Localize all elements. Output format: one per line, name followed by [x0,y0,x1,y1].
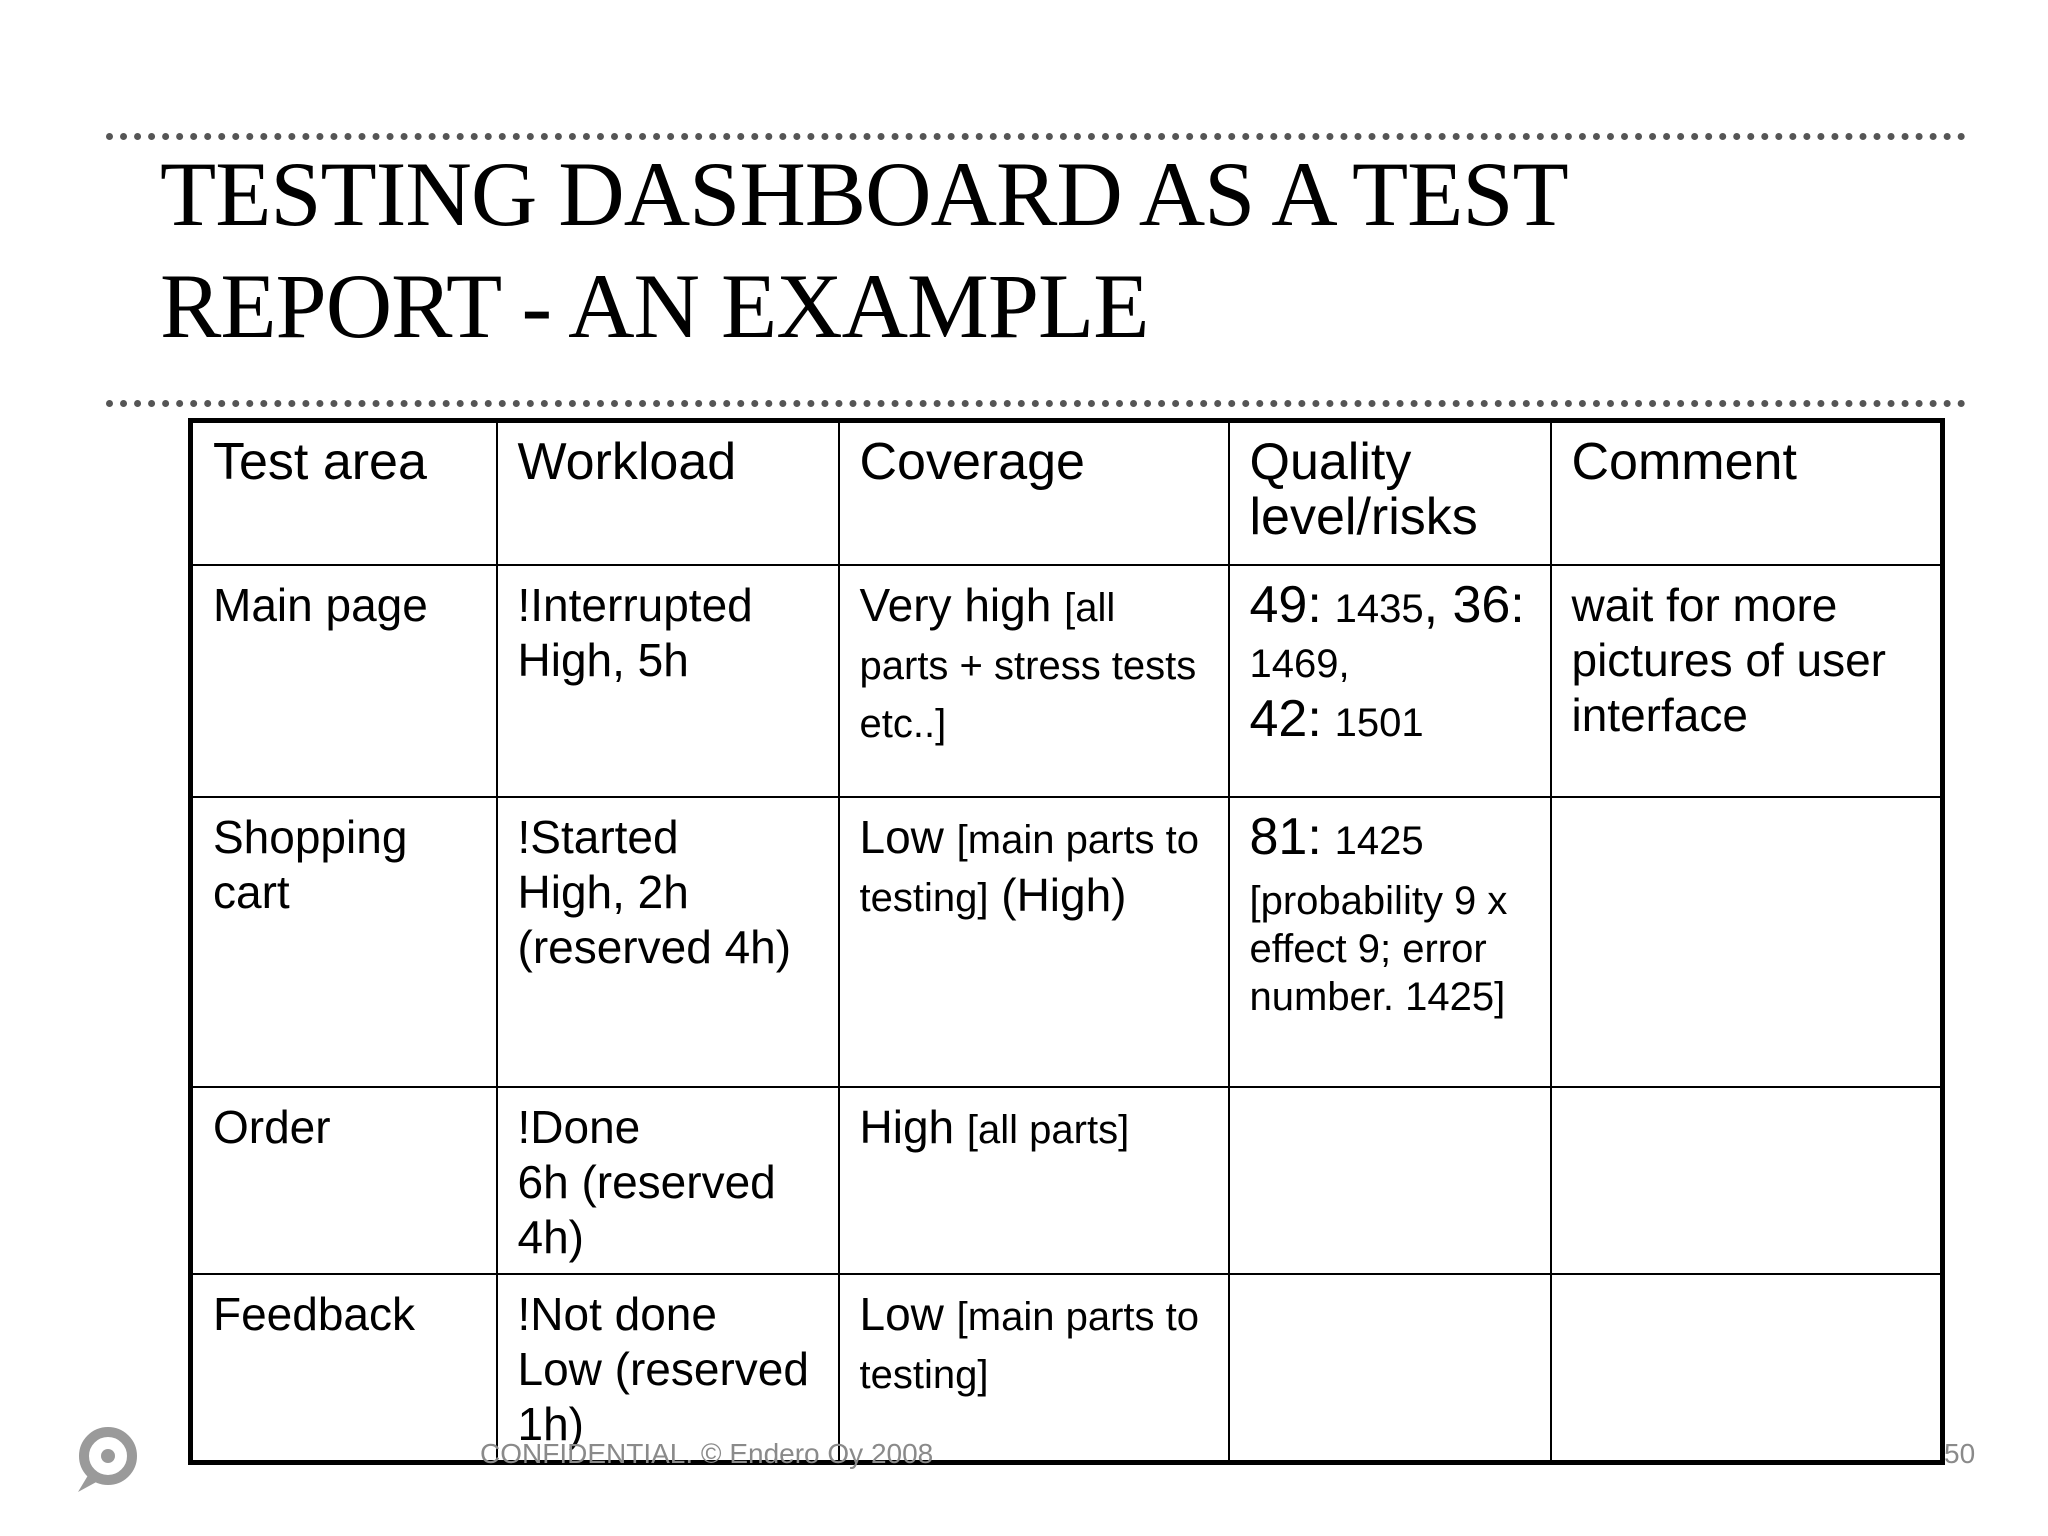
row-shopping-cart-quality: 81: 1425 [probability 9 x effect 9; error number. 1425] [1229,797,1551,1087]
row-order-comment [1551,1087,1943,1274]
row-shopping-cart-comment [1551,797,1943,1087]
footer-confidential-text: CONFIDENTIAL. © Endero Oy 2008 [480,1438,934,1469]
row-feedback-quality [1229,1274,1551,1463]
row-main-page-quality: 49: 1435, 36: 1469, 42: 1501 [1229,565,1551,797]
header-comment: Comment [1551,421,1943,565]
slide-title [160,138,1568,362]
table-row [191,1087,1943,1274]
page-number: 50 [1944,1438,1976,1469]
row-order-area: Order [191,1087,497,1274]
row-shopping-cart-area: Shopping cart [191,797,497,1087]
table-header-row [191,421,1943,565]
header-coverage: Coverage [839,421,1229,565]
row-order-coverage: High [all parts] [839,1087,1229,1274]
row-main-page-comment: wait for more pictures of user interface [1551,565,1943,797]
header-workload: Workload [497,421,839,565]
header-quality: Quality level/risks [1229,421,1551,565]
table-row [191,797,1943,1087]
table-row [191,1274,1943,1463]
row-feedback-coverage: Low [main parts to testing] [839,1274,1229,1463]
table-row [191,565,1943,797]
slide-title-line-2: REPORT - AN EXAMPLE [160,255,1149,357]
row-feedback-workload: !Not done Low (reserved 1h) [497,1274,839,1463]
row-feedback-area: Feedback [191,1274,497,1463]
dashboard-table [188,418,1945,1465]
row-main-page-coverage: Very high [all parts + stress tests etc..] [839,565,1229,797]
row-order-quality [1229,1087,1551,1274]
row-feedback-comment [1551,1274,1943,1463]
row-main-page-workload: !Interrupted High, 5h [497,565,839,797]
bottom-dotted-rule [106,400,1966,407]
row-order-workload: !Done 6h (reserved 4h) [497,1087,839,1274]
header-test-area: Test area [191,421,497,565]
row-shopping-cart-coverage: Low [main parts to testing] (High) [839,797,1229,1087]
row-main-page-area: Main page [191,565,497,797]
slide-title-line-1: TESTING DASHBOARD AS A TEST [160,143,1568,245]
row-shopping-cart-workload: !Started High, 2h (reserved 4h) [497,797,839,1087]
speech-bubble-logo-icon [70,1424,142,1496]
